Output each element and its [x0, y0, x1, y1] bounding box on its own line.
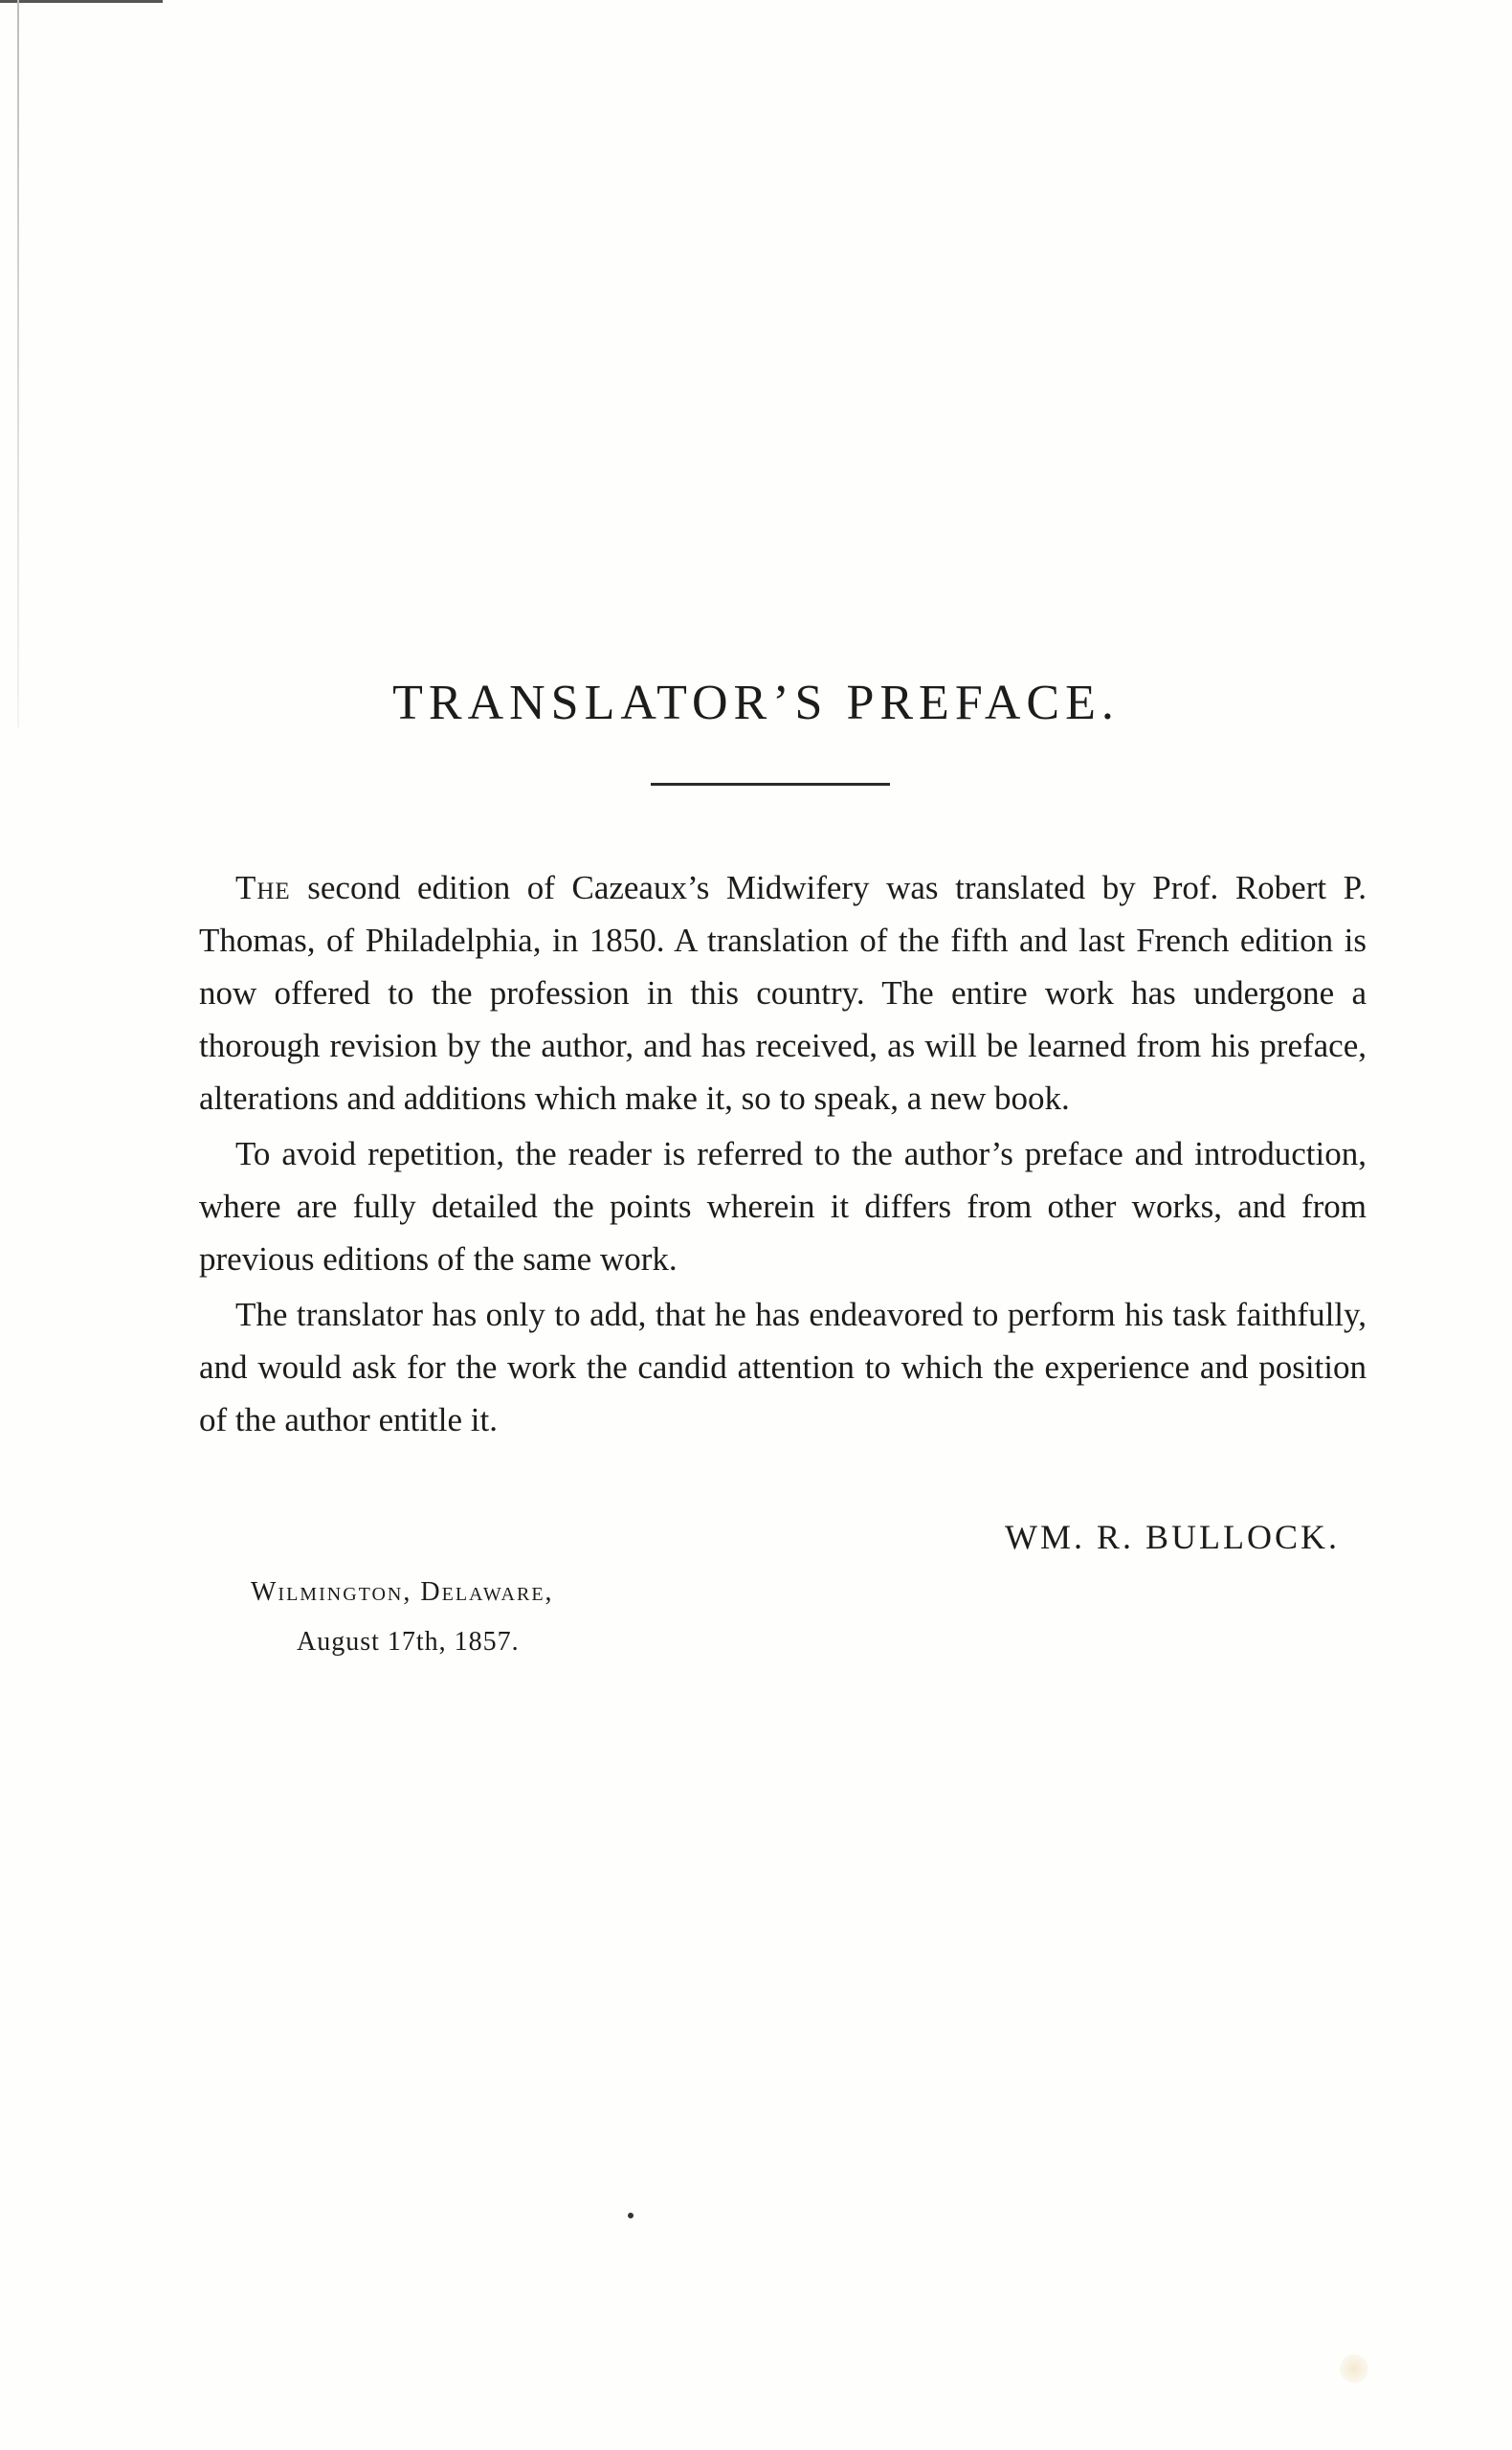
paragraph-1 — [199, 861, 1367, 1125]
translator-signature: WM. R. BULLOCK. — [1005, 1518, 1340, 1556]
preface-body — [199, 861, 1367, 1449]
date-line: August 17th, 1857. — [297, 1627, 520, 1657]
page-top-edge — [0, 0, 163, 3]
paragraph-1-lead: The — [235, 869, 291, 906]
paper-stain — [1340, 2354, 1368, 2383]
title-rule — [651, 783, 890, 786]
paragraph-2: To avoid repetition, the reader is referred to the author’s preface and introduction, where are fully detailed the points wherein it differs from other works, and from previous editions of the same work. — [199, 1135, 1367, 1278]
place-line: Wilmington, Delaware, — [251, 1577, 554, 1607]
page-left-edge — [17, 0, 19, 727]
paragraph-1-text: second edition of Cazeaux’s Midwifery was translated by Prof. Robert P. Thomas, of Philadelphia, in 1850. A translation of the fifth and last French edition is now offered to the profession in this country. The entire work has undergone a thorough revision by the author, and has received, as will be learned from his preface, alterations and additions which make it, so to speak, a new book. — [199, 869, 1367, 1117]
paragraph-3: The translator has only to add, that he has endeavored to perform his task faithfully, and would ask for the work the candid attention to which the experience and position of the author entitle it. — [199, 1296, 1367, 1438]
ink-speck — [628, 2213, 634, 2218]
page-title: TRANSLATOR’S PREFACE. — [392, 675, 1120, 730]
